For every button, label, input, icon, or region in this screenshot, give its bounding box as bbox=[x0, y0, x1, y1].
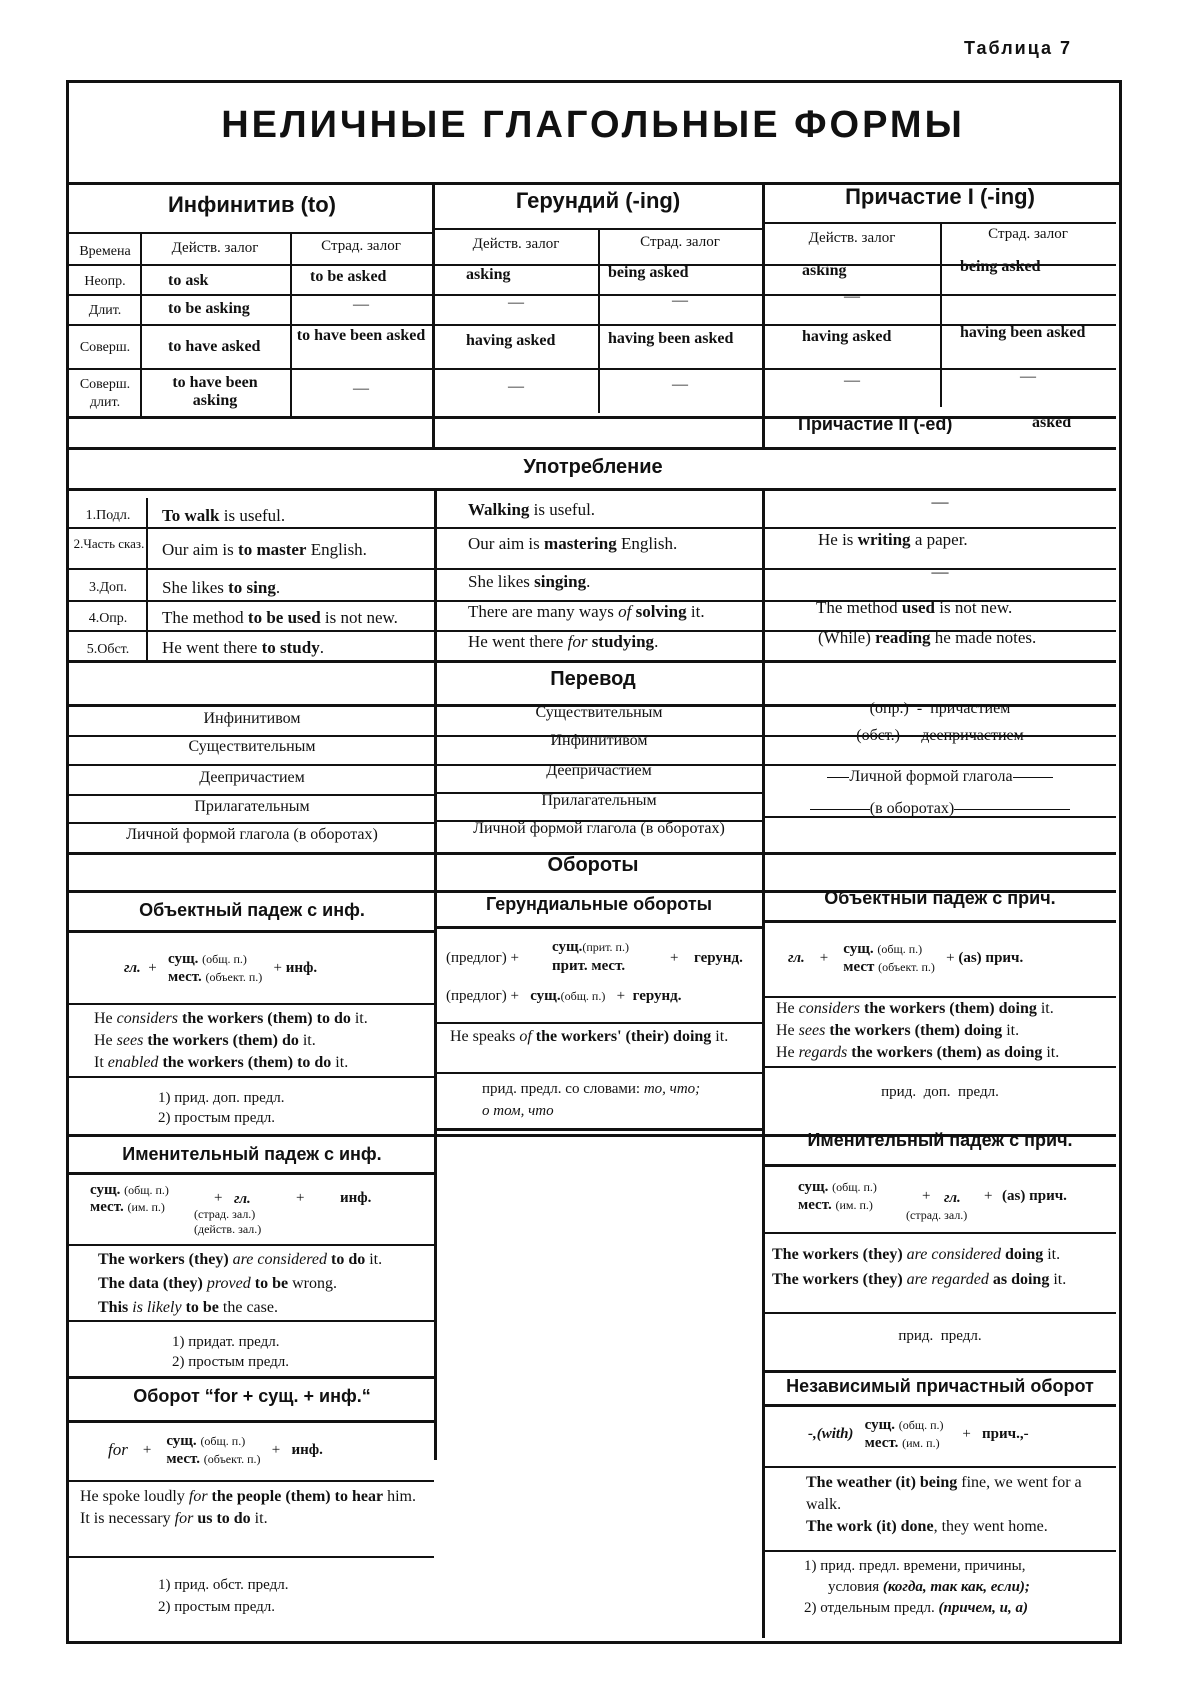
inf-active-cell: to ask bbox=[168, 272, 209, 289]
col2-translation: прид. предл. со словами: то, что; о том, что bbox=[482, 1081, 701, 1119]
col3b-translation: прид. предл. bbox=[898, 1328, 982, 1344]
col1b-examples: The workers (they) are considered to do it. The data (they) proved to be wrong. This is likely to be the case. bbox=[98, 1251, 383, 1316]
col3c-examples: The weather (it) being fine, we went for a walk. The work (it) done, they went home. bbox=[806, 1474, 1082, 1535]
usage-label: 3.Доп. bbox=[88, 580, 128, 595]
usage-inf: She likes to sing. bbox=[162, 578, 281, 597]
col3-formula: гл. + сущ. (общ. п.) мест (объект. п.) + (as) прич. bbox=[788, 941, 1024, 975]
hdr-ger-passive: Страд. залог bbox=[640, 234, 720, 250]
tense-label: Неопр. bbox=[84, 274, 126, 289]
usage-p1: — bbox=[931, 562, 949, 581]
ger-active-cell: — bbox=[508, 378, 524, 395]
hdr-ger-active: Действ. залог bbox=[472, 236, 560, 252]
usage-inf: Our aim is to master English. bbox=[162, 540, 367, 559]
ger-active-cell: — bbox=[508, 294, 524, 311]
col-header-gerund: Герундий (-ing) bbox=[515, 188, 681, 213]
translation-p1: (опр.) - причастием bbox=[869, 700, 1011, 717]
col1-formula: гл. + сущ. (общ. п.) мест. (объект. п.) + инф. bbox=[124, 951, 318, 985]
p1-active-cell: asking bbox=[802, 262, 847, 279]
translation-ger: Инфинитивом bbox=[550, 732, 648, 749]
usage-p1: — bbox=[931, 492, 949, 511]
col-header-infinitive: Инфинитив (to) bbox=[167, 192, 337, 217]
translation-inf: Личной формой глагола (в оборотах) bbox=[126, 826, 378, 843]
translation-p1: Личной формой глагола bbox=[764, 768, 1116, 786]
col3c-translation: 1) прид. предл. времени, причины, условия (когда, так как, если); 2) отдельным предл. (причем, и, а) bbox=[804, 1558, 1030, 1616]
ger-passive-cell: — bbox=[672, 292, 688, 309]
tense-label: Соверш. bbox=[79, 340, 131, 355]
col2-formula1: (предлог) + сущ.(прит. п.) прит. мест. + герунд. bbox=[446, 939, 743, 974]
p1-passive-cell: — bbox=[1020, 368, 1036, 385]
hdr-inf-passive: Страд. залог bbox=[321, 238, 401, 254]
col3b-formula: сущ. (общ. п.) мест. (им. п.) + гл. (страд. зал.) + (as) прич. bbox=[798, 1179, 1067, 1222]
constructions-heading: Обороты bbox=[547, 854, 639, 876]
col1c-formula: for + сущ. (общ. п.) мест. (объект. п.) + инф. bbox=[108, 1433, 323, 1467]
p1-passive-cell: being asked bbox=[960, 258, 1041, 275]
p1-passive-cell: — bbox=[1020, 286, 1036, 303]
translation-heading: Перевод bbox=[550, 668, 636, 690]
table-label: Таблица 7 bbox=[964, 38, 1073, 58]
col3b-examples: The workers (they) are considered doing it. The workers (they) are regarded as doing it. bbox=[772, 1246, 1067, 1288]
translation-ger: Личной формой глагола (в оборотах) bbox=[473, 820, 725, 837]
col1c-examples: He spoke loudly for the people (them) to hear him. It is necessary for us to do it. bbox=[80, 1488, 416, 1527]
inf-passive-cell: to be asked bbox=[310, 268, 387, 285]
col3b-title: Именительный падеж с прич. bbox=[807, 1130, 1073, 1150]
hdr-inf-active: Действ. залог bbox=[171, 240, 259, 256]
hdr-tenses: Времена bbox=[79, 244, 131, 259]
usage-p1: (While) reading he made notes. bbox=[818, 628, 1037, 647]
col1-translation: 1) прид. доп. предл. 2) простым предл. bbox=[158, 1090, 285, 1126]
usage-p1: The method used is not new. bbox=[816, 598, 1013, 617]
participle2-label: Причастие II (-ed) bbox=[798, 414, 953, 434]
col3-translation: прид. доп. предл. bbox=[881, 1084, 999, 1100]
p1-passive-cell: having been asked bbox=[960, 324, 1086, 341]
inf-passive-cell: — bbox=[353, 380, 369, 397]
usage-inf: He went there to study. bbox=[162, 638, 324, 657]
ger-passive-cell: — bbox=[672, 376, 688, 393]
col2-title: Герундиальные обороты bbox=[485, 894, 713, 914]
inf-active-cell: to be asking bbox=[168, 300, 250, 317]
col1b-title: Именительный падеж с инф. bbox=[122, 1144, 382, 1164]
usage-p1: He is writing a paper. bbox=[818, 530, 968, 549]
ger-passive-cell: having been asked bbox=[608, 330, 734, 347]
participle2-example: asked bbox=[1032, 414, 1072, 431]
translation-inf: Существительным bbox=[188, 738, 316, 755]
usage-ger: He went there for studying. bbox=[468, 632, 659, 651]
usage-inf: The method to be used is not new. bbox=[162, 608, 398, 627]
usage-ger: Our aim is mastering English. bbox=[468, 534, 678, 553]
hdr-p1-passive: Страд. залог bbox=[988, 226, 1068, 242]
ger-active-cell: asking bbox=[466, 266, 511, 283]
col1b-translation: 1) придат. предл. 2) простым предл. bbox=[172, 1334, 290, 1370]
translation-inf: Прилагательным bbox=[194, 798, 310, 815]
usage-ger: There are many ways of solving it. bbox=[468, 602, 705, 621]
ger-active-cell: having asked bbox=[466, 332, 556, 349]
col3c-title: Независимый причастный оборот bbox=[786, 1376, 1094, 1396]
inf-active-cell: to have been asking bbox=[172, 374, 258, 409]
col3-examples: He considers the workers (them) doing it. He sees the workers (them) doing it. He regards the workers (them) as doing it. bbox=[776, 1000, 1060, 1061]
col3-title: Объектный падеж с прич. bbox=[824, 888, 1056, 908]
translation-ger: Существительным bbox=[535, 704, 663, 721]
usage-label: 4.Опр. bbox=[88, 611, 128, 626]
translation-ger: Деепричастием bbox=[546, 762, 652, 779]
translation-p1: (в оборотах) bbox=[764, 800, 1116, 818]
p1-active-cell: — bbox=[844, 288, 860, 305]
usage-label: 1.Подл. bbox=[85, 508, 131, 523]
translation-inf: Инфинитивом bbox=[203, 710, 301, 727]
usage-heading: Употребление bbox=[523, 456, 663, 478]
tense-label: Длит. bbox=[88, 303, 122, 318]
ger-passive-cell: being asked bbox=[608, 264, 689, 281]
inf-active-cell: to have asked bbox=[168, 338, 261, 355]
p1-active-cell: — bbox=[844, 372, 860, 389]
col1b-formula: сущ. (общ. п.) мест. (им. п.) + гл. (страд. зал.) (действ. зал.) + инф. bbox=[90, 1182, 372, 1236]
usage-label: 2.Часть сказ. bbox=[73, 536, 145, 551]
usage-ger: Walking is useful. bbox=[468, 500, 596, 519]
col1-examples: He considers the workers (them) to do it. He sees the workers (them) do it. It enabled the workers (them) to do it. bbox=[94, 1010, 368, 1071]
translation-p1: (обст.) - деепричастием bbox=[856, 727, 1024, 744]
hdr-p1-active: Действ. залог bbox=[808, 230, 896, 246]
col2-formula2: (предлог) + сущ.(общ. п.) + герунд. bbox=[446, 988, 682, 1004]
translation-inf: Деепричастием bbox=[199, 769, 305, 786]
page-title: НЕЛИЧНЫЕ ГЛАГОЛЬНЫЕ ФОРМЫ bbox=[221, 104, 965, 146]
col1c-title: Оборот “for + сущ. + инф.“ bbox=[133, 1386, 371, 1406]
tense-label: Соверш. длит. bbox=[79, 377, 131, 410]
col2-example: He speaks of the workers' (their) doing it. bbox=[450, 1028, 729, 1045]
col1c-translation: 1) прид. обст. предл. 2) простым предл. bbox=[158, 1577, 289, 1615]
col1-title: Объектный падеж с инф. bbox=[139, 900, 365, 920]
col-header-participle1: Причастие I (-ing) bbox=[845, 184, 1035, 209]
usage-ger: She likes singing. bbox=[468, 572, 591, 591]
translation-ger: Прилагательным bbox=[541, 792, 657, 809]
col3c-formula: -,(with) сущ. (общ. п.) мест. (им. п.) + прич.,- bbox=[808, 1417, 1029, 1451]
inf-passive-cell: — bbox=[353, 296, 369, 313]
usage-inf: To walk is useful. bbox=[162, 506, 286, 525]
p1-active-cell: having asked bbox=[802, 328, 892, 345]
inf-passive-cell: to have been asked bbox=[296, 327, 426, 344]
usage-label: 5.Обст. bbox=[86, 642, 130, 657]
